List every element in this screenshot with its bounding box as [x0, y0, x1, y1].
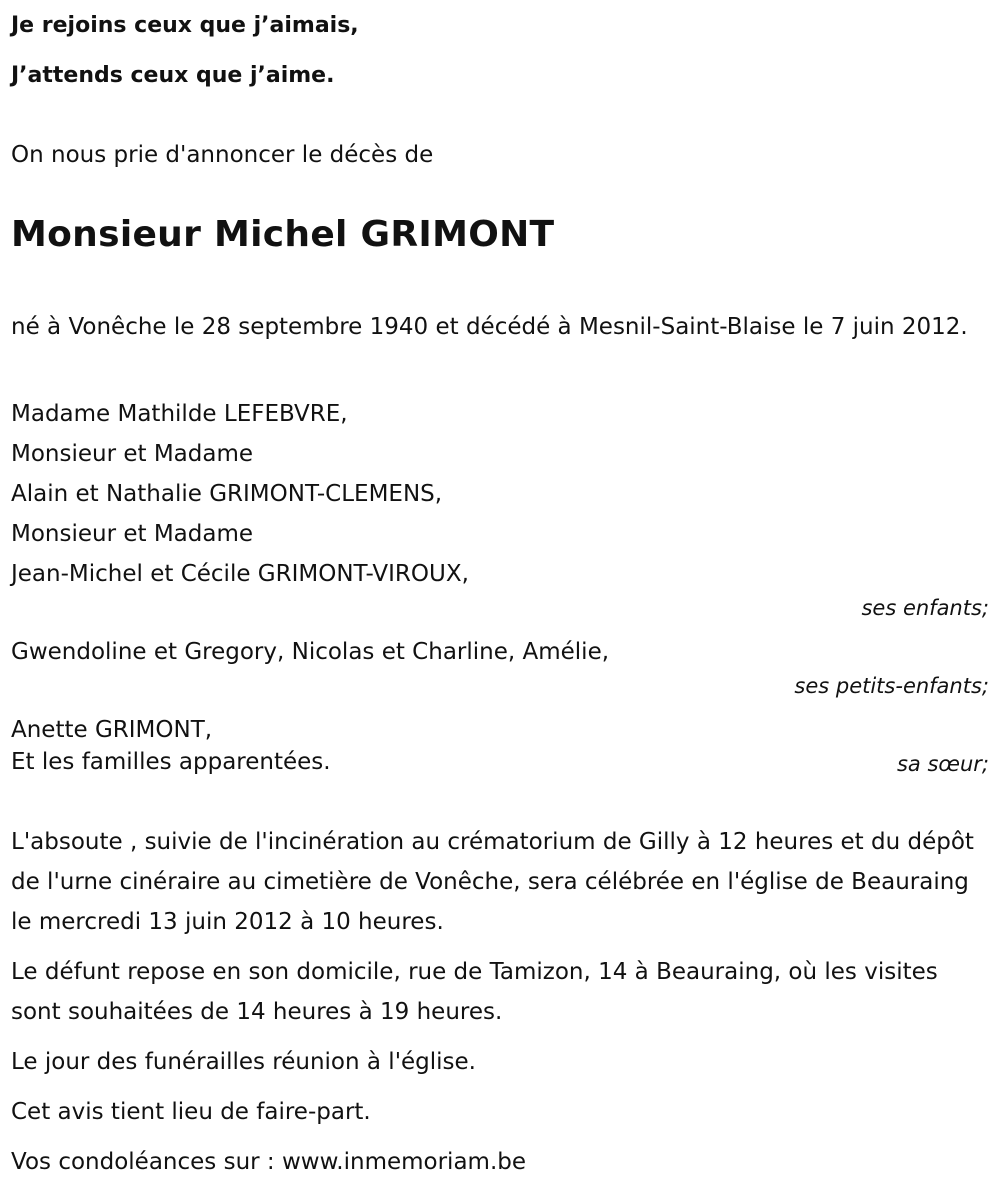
family-line-child: Madame Mathilde LEFEBVRE,: [11, 401, 348, 427]
deceased-name: Monsieur Michel GRIMONT: [11, 214, 555, 255]
meeting-paragraph: Le jour des funérailles réunion à l'église.: [11, 1049, 476, 1075]
family-line-child: Alain et Nathalie GRIMONT-CLEMENS,: [11, 481, 443, 507]
condolences-line: Vos condoléances sur : www.inmemoriam.be: [11, 1149, 527, 1175]
epitaph-line-2: J’attends ceux que j’aime.: [11, 63, 335, 88]
family-line-child: Monsieur et Madame: [11, 521, 254, 547]
closing-family-line: Et les familles apparentées.: [11, 749, 331, 775]
children-relation: ses enfants;: [861, 596, 989, 620]
family-line-grandchildren: Gwendoline et Gregory, Nicolas et Charline, Amélie,: [11, 639, 610, 665]
family-line-sister: Anette GRIMONT,: [11, 717, 213, 743]
ceremony-details: [11, 822, 986, 1192]
birth-death-details: né à Vonêche le 28 septembre 1940 et décédé à Mesnil-Saint-Blaise le 7 juin 2012.: [11, 314, 968, 340]
visitation-paragraph: Le défunt repose en son domicile, rue de Tamizon, 14 à Beauraing, où les visites sont souhaitées de 14 heures à 19 heures.: [11, 959, 938, 1025]
absoute-paragraph: L'absoute , suivie de l'incinération au crématorium de Gilly à 12 heures et du dépôt de l'urne cinéraire au cimetière de Vonêche, sera célébrée en l'église de Beauraing le mercredi 13 juin 2012 à 10 heures.: [11, 829, 974, 935]
family-line-child: Jean-Michel et Cécile GRIMONT-VIROUX,: [11, 561, 469, 587]
announcement-intro: On nous prie d'annoncer le décès de: [11, 142, 434, 168]
family-list: [11, 396, 991, 776]
family-line-child: Monsieur et Madame: [11, 441, 254, 467]
sister-relation: sa sœur;: [896, 752, 989, 776]
epitaph-line-1: Je rejoins ceux que j’aimais,: [11, 13, 359, 38]
notice-paragraph: Cet avis tient lieu de faire-part.: [11, 1099, 371, 1125]
grandchildren-relation: ses petits-enfants;: [794, 674, 989, 698]
